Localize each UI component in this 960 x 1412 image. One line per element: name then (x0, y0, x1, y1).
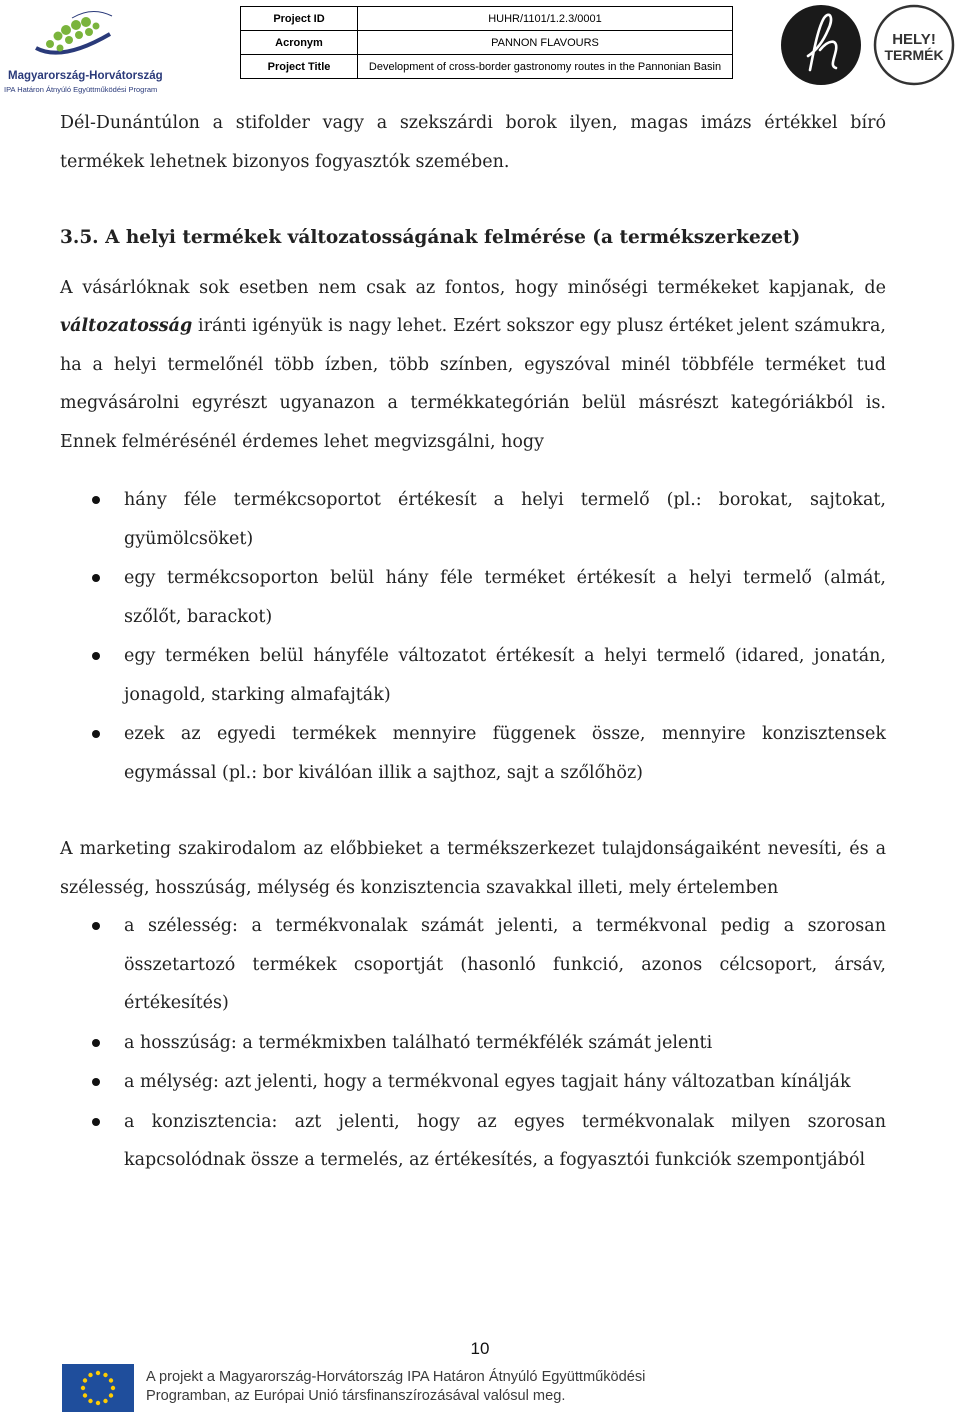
list-item-text: hány féle termékcsoportot értékesít a helyi termelő (pl.: borokat, sajtokat, gyümölcsöket) (124, 490, 886, 549)
project-title-value: Development of cross-border gastronomy routes in the Pannonian Basin (358, 55, 733, 79)
footer-funding-note (146, 1368, 645, 1406)
list-item-text: a hosszúság: a termékmixben található termékfélék számát jelenti (124, 1032, 713, 1053)
paragraph-text-start: A vásárlóknak sok esetben nem csak az fontos, hogy minőségi termékeket kapjanak, de (60, 277, 886, 298)
bullet-icon (92, 496, 100, 504)
project-title-label: Project Title (241, 55, 358, 79)
paragraph-marketing: A marketing szakirodalom az előbbieket a termékszerkezet tulajdonságaiként nevesíti, és a szélesség, hosszúság, mélység és konzisztencia szavakkal illeti, mely értelemben (60, 839, 886, 898)
program-logo-graphic (32, 4, 132, 68)
list-item (60, 1024, 886, 1063)
bullet-icon (92, 1118, 100, 1126)
list-item (60, 559, 886, 636)
acronym-value: PANNON FLAVOURS (358, 31, 733, 55)
list-item (60, 481, 886, 558)
paragraph-variety (60, 269, 886, 462)
list-item (60, 637, 886, 714)
bullet-icon (92, 574, 100, 582)
list-item-text: a konzisztencia: azt jelenti, hogy az egyes termékvonalak milyen szorosan kapcsolódnak össze a termelés, az értékesítés, a fogyasztói funkciók szempontjából (124, 1111, 886, 1170)
list-item (60, 1063, 886, 1102)
list-item-text: egy terméken belül hányféle változatot értékesít a helyi termelő (idared, jonatán, jonagold, starking almafajták) (124, 646, 886, 705)
project-id-value: HUHR/1101/1.2.3/0001 (358, 7, 733, 31)
section-heading: 3.5. A helyi termékek változatosságának felmérése (a termékszerkezet) (60, 227, 801, 248)
helyi-logo-line1: HELY! (892, 31, 936, 48)
list-item-text: a szélesség: a termékvonalak számát jelenti, a termékvonal pedig a szorosan összetartozó termékek csoportját (hasonló funkció, azonos célcsoport, ársáv, értékesítés) (124, 916, 886, 1013)
bullet-icon (92, 730, 100, 738)
footer (62, 1362, 682, 1412)
project-info-table (240, 6, 733, 79)
project-id-label: Project ID (241, 7, 358, 31)
list-item (60, 1103, 886, 1180)
acronym-label: Acronym (241, 31, 358, 55)
program-logo-subtitle: IPA Határon Átnyúló Együttműködési Program (4, 85, 158, 94)
eu-flag-icon (62, 1364, 134, 1412)
bullet-icon (92, 922, 100, 930)
intro-paragraph: Dél-Dunántúlon a stifolder vagy a szekszárdi borok ilyen, magas imázs értékkel bíró termékek lehetnek bizonyos fogyasztók szemében. (60, 113, 886, 172)
bullet-icon (92, 1078, 100, 1086)
list-item (60, 715, 886, 792)
emphasis-variety: változatosság (60, 316, 193, 336)
table-row (241, 7, 733, 31)
footer-line-1: A projekt a Magyarország-Horvátország IPA Határon Átnyúló Együttműködési (146, 1369, 646, 1385)
page-number: 10 (470, 1339, 490, 1358)
list-item-text: egy termékcsoporton belül hány féle terméket értékesít a helyi termelő (almát, szőlőt, barackot) (124, 568, 886, 627)
product-mix-dimensions-list (60, 907, 886, 1180)
program-logo-title: Magyarország-Horvátország (8, 70, 163, 82)
bullet-icon (92, 652, 100, 660)
bullet-icon (92, 1039, 100, 1047)
list-item (60, 907, 886, 1023)
list-item-text: ezek az egyedi termékek mennyire függenek össze, mennyire konzisztensek egymással (pl.: bor kiválóan illik a sajthoz, sajt a szőlőhöz) (124, 724, 886, 783)
footer-line-2: Programban, az Európai Unió társfinanszírozásával valósul meg. (146, 1388, 566, 1404)
list-item-text: a mélység: azt jelenti, hogy a termékvonal egyes tagjait hány változatban kínálják (124, 1072, 851, 1092)
product-range-questions-list (60, 481, 886, 792)
paragraph-text-end: iránti igényük is nagy lehet. Ezért sokszor egy plusz értéket jelent számukra, ha a helyi termelőnél több ízben, több színben, egyszóval minél többféle terméket tud megvásárolni egyrészt ugyanazon a termékkategórián belül másrészt kategóriákból is. Ennek felmérésénél érdemes lehet megvizsgálni, hogy (60, 316, 886, 452)
helyi-logo-line2: TERMÉK (884, 47, 944, 63)
table-row (241, 31, 733, 55)
helyi-termek-logo (872, 4, 956, 86)
program-logo (2, 4, 162, 92)
document-body (60, 104, 886, 1180)
script-h-logo (780, 4, 862, 86)
table-row (241, 55, 733, 79)
